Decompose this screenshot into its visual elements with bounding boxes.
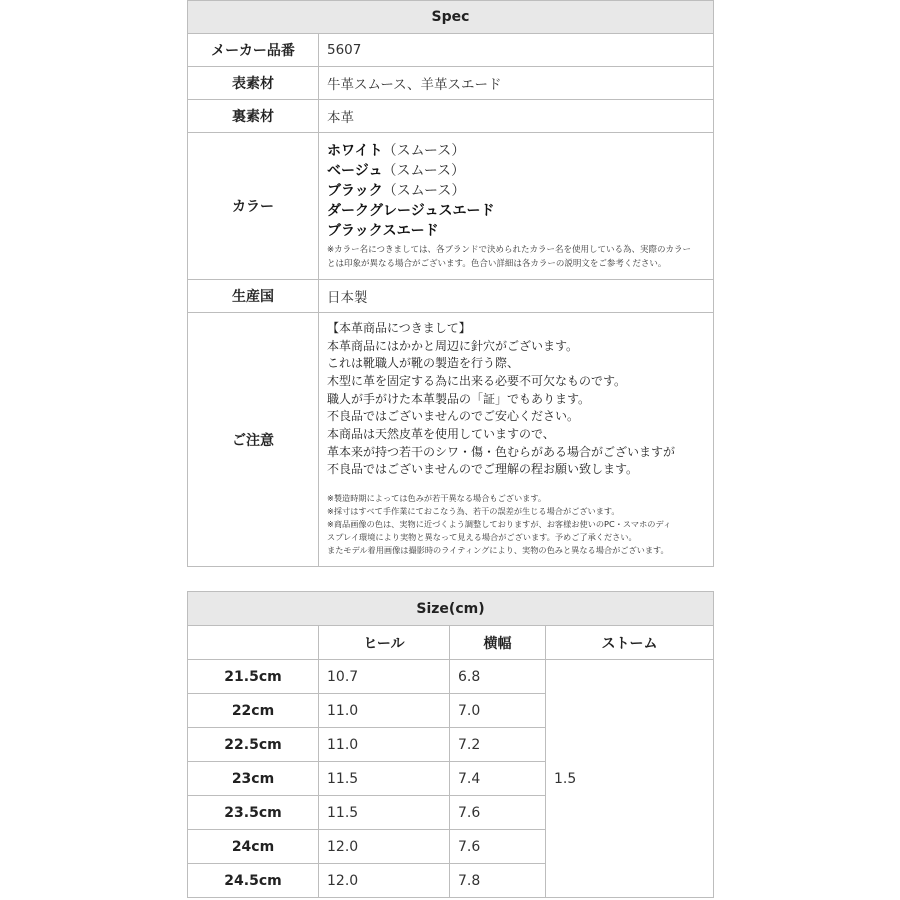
outer-material-value: 牛革スムース、羊革スエード <box>319 67 714 100</box>
size-label: 22cm <box>188 694 319 728</box>
color-note-line: とは印象が異なる場合がございます。色合い詳細は各カラーの説明文をご参考ください。 <box>327 259 667 269</box>
heel-value: 11.5 <box>319 762 450 796</box>
size-table <box>187 591 714 898</box>
caution-line: 不良品ではございませんのでご理解の程お願い致します。 <box>327 462 639 477</box>
heel-value: 11.5 <box>319 796 450 830</box>
heel-value: 12.0 <box>319 864 450 898</box>
width-value: 6.8 <box>450 660 546 694</box>
outer-material-label: 表素材 <box>188 67 319 100</box>
caution-line: 本革商品にはかかと周辺に針穴がございます。 <box>327 338 579 353</box>
caution-small-line: またモデル着用画像は撮影時のライティングにより、実物の色みと異なる場合がございます。 <box>327 545 669 556</box>
size-title: Size(cm) <box>188 592 714 626</box>
color-note-line: ※カラー名につきましては、各ブランドで決められたカラー名を使用している為、実際のカラー <box>327 245 691 255</box>
spec-title: Spec <box>188 1 714 34</box>
color-list <box>327 141 713 241</box>
caution-line: 不良品ではございませんのでご安心ください。 <box>327 409 580 424</box>
size-rows <box>188 660 714 898</box>
color-name: ブラック <box>327 183 383 199</box>
heel-value: 11.0 <box>319 728 450 762</box>
caution-line: 職人が手がけた本革製品の「証」でもあります。 <box>327 391 591 406</box>
size-label: 23cm <box>188 762 319 796</box>
width-value: 7.4 <box>450 762 546 796</box>
caution-small-line: ※採寸はすべて手作業にておこなう為、若干の誤差が生じる場合がございます。 <box>327 506 620 517</box>
caution-line: 木型に革を固定する為に出来る必要不可欠なものです。 <box>327 373 627 388</box>
caution-line: 革本来が持つ若干のシワ・傷・色むらがある場合がございますが <box>327 444 676 459</box>
color-item <box>327 181 713 201</box>
size-label: 24.5cm <box>188 864 319 898</box>
color-value <box>319 133 714 280</box>
size-label: 24cm <box>188 830 319 864</box>
color-note <box>327 243 713 271</box>
caution-value <box>319 313 714 567</box>
caution-line: 【本革商品につきまして】 <box>327 320 471 335</box>
width-value: 7.2 <box>450 728 546 762</box>
size-corner-cell <box>188 626 319 660</box>
heel-value: 11.0 <box>319 694 450 728</box>
color-finish: （スムース） <box>382 143 466 159</box>
column-width: 横幅 <box>450 626 546 660</box>
color-name: ブラックスエード <box>327 223 439 239</box>
storm-value: 1.5 <box>546 660 714 898</box>
color-item <box>327 161 713 181</box>
origin-value: 日本製 <box>319 280 714 313</box>
inner-material-label: 裏素材 <box>188 100 319 133</box>
color-item <box>327 141 713 161</box>
table-row <box>188 660 714 694</box>
color-item <box>327 221 713 241</box>
caution-small-line: ※商品画像の色は、実物に近づくよう調整しておりますが、お客様お使いのPC・スマホのディ <box>327 519 672 530</box>
color-finish: （スムース） <box>382 183 466 199</box>
color-finish: （スムース） <box>382 163 466 179</box>
caution-small-line: ※製造時期によっては色みが若干異なる場合もございます。 <box>327 493 547 504</box>
width-value: 7.8 <box>450 864 546 898</box>
width-value: 7.6 <box>450 830 546 864</box>
origin-label: 生産国 <box>188 280 319 313</box>
caution-text <box>327 316 713 479</box>
caution-line: これは靴職人が靴の製造を行う際、 <box>327 356 520 371</box>
caution-small-line: スプレイ環境により実物と異なって見える場合がございます。予めご了承ください。 <box>327 532 637 543</box>
spec-table <box>187 0 714 567</box>
size-label: 21.5cm <box>188 660 319 694</box>
width-value: 7.6 <box>450 796 546 830</box>
column-storm: ストーム <box>546 626 714 660</box>
caution-label: ご注意 <box>188 313 319 567</box>
size-label: 22.5cm <box>188 728 319 762</box>
color-item <box>327 201 713 221</box>
width-value: 7.0 <box>450 694 546 728</box>
color-label: カラー <box>188 133 319 280</box>
maker-value: 5607 <box>319 34 714 67</box>
color-name: ベージュ <box>327 163 383 179</box>
size-label: 23.5cm <box>188 796 319 830</box>
color-name: ダークグレージュスエード <box>327 203 495 219</box>
maker-label: メーカー品番 <box>188 34 319 67</box>
caution-small-text <box>327 492 713 563</box>
heel-value: 10.7 <box>319 660 450 694</box>
column-heel: ヒール <box>319 626 450 660</box>
inner-material-value: 本革 <box>319 100 714 133</box>
color-name: ホワイト <box>327 143 383 159</box>
caution-line: 本商品は天然皮革を使用していますので、 <box>327 427 555 442</box>
heel-value: 12.0 <box>319 830 450 864</box>
